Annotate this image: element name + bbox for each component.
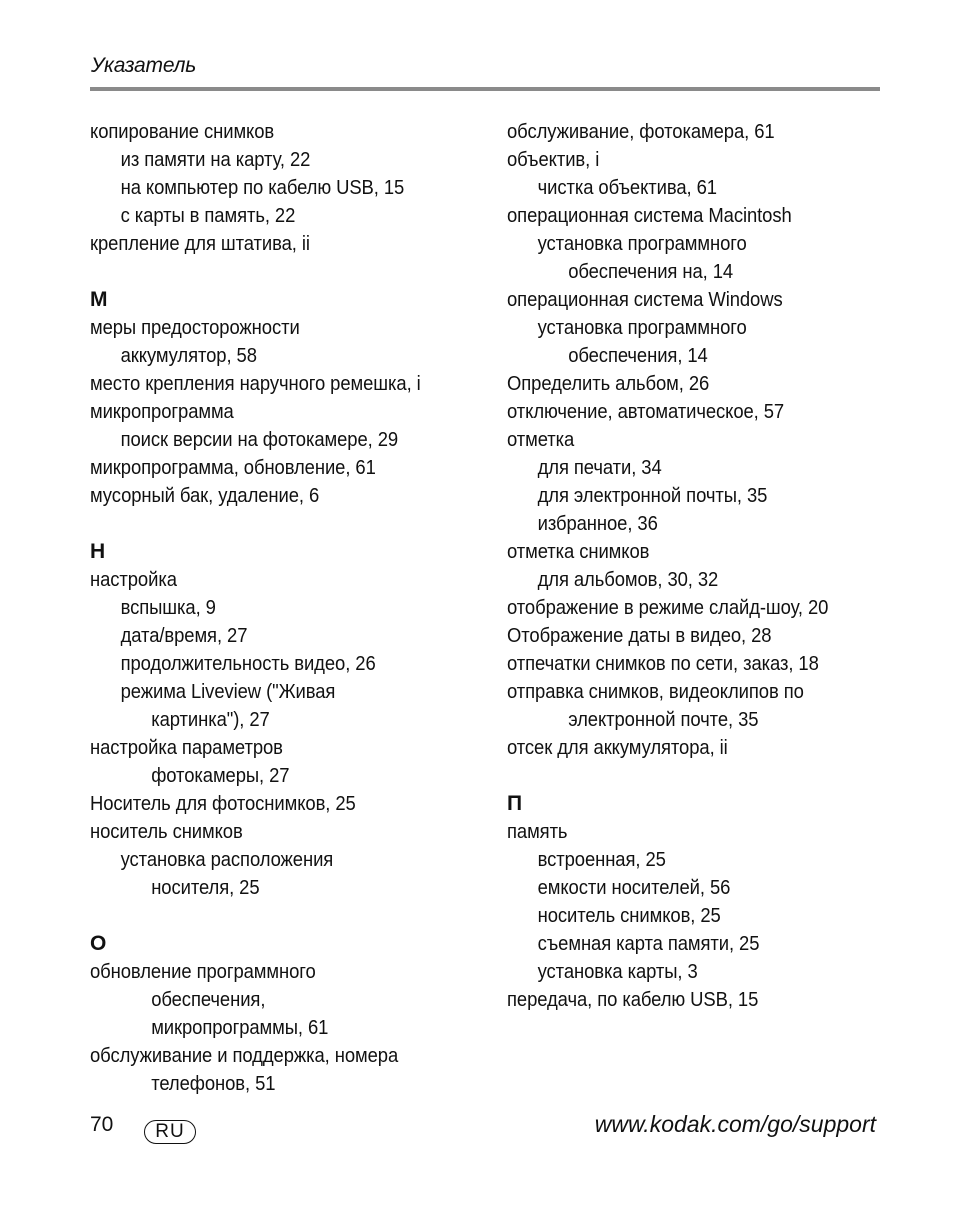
index-subentry: для альбомов, 30, 32 [537,568,719,591]
index-subentry: установка программного [537,232,747,255]
index-entry: отображение в режиме слайд-шоу, 20 [507,596,829,619]
index-section-letter: Н [90,540,106,563]
index-entry: отсек для аккумулятора, ii [507,736,728,759]
index-subentry: электронной почте, 35 [568,708,759,731]
index-entry: настройка параметров [90,736,283,759]
page-header-title: Указатель [91,54,197,77]
index-subentry: обеспечения, [151,988,266,1011]
header-divider [90,87,880,91]
index-entry: место крепления наручного ремешка, i [90,372,421,395]
index-entry: отпечатки снимков по сети, заказ, 18 [507,652,819,675]
index-entry: объектив, i [507,148,600,171]
index-subentry: фотокамеры, 27 [151,764,290,787]
index-subentry: носитель снимков, 25 [537,904,721,927]
index-subentry: дата/время, 27 [120,624,248,647]
index-entry: память [507,820,568,843]
index-entry: мусорный бак, удаление, 6 [90,484,320,507]
index-entry: отметка снимков [507,540,650,563]
index-subentry: обеспечения на, 14 [568,260,734,283]
index-subentry: носителя, 25 [151,876,260,899]
index-subentry: вспышка, 9 [120,596,216,619]
index-entry: обслуживание, фотокамера, 61 [507,120,775,143]
index-subentry: встроенная, 25 [537,848,666,871]
index-entry: отключение, автоматическое, 57 [507,400,785,423]
index-entry: крепление для штатива, ii [90,232,310,255]
index-entry: настройка [90,568,177,591]
index-subentry: установка расположения [120,848,334,871]
index-subentry: аккумулятор, 58 [120,344,257,367]
index-subentry: для электронной почты, 35 [537,484,768,507]
index-subentry: продолжительность видео, 26 [120,652,376,675]
index-subentry: микропрограммы, 61 [151,1016,329,1039]
index-entry: отметка [507,428,575,451]
index-entry: копирование снимков [90,120,275,143]
index-subentry: емкости носителей, 56 [537,876,731,899]
index-entry: микропрограмма [90,400,234,423]
index-entry: передача, по кабелю USB, 15 [507,988,759,1011]
index-subentry: с карты в память, 22 [120,204,296,227]
index-subentry: на компьютер по кабелю USB, 15 [120,176,405,199]
index-entry: операционная система Windows [507,288,783,311]
index-subentry: установка программного [537,316,747,339]
index-subentry: для печати, 34 [537,456,662,479]
index-subentry: картинка"), 27 [151,708,270,731]
index-entry: отправка снимков, видеоклипов по [507,680,804,703]
index-subentry: поиск версии на фотокамере, 29 [120,428,399,451]
support-url: www.kodak.com/go/support [594,1111,876,1137]
index-entry: Отображение даты в видео, 28 [507,624,772,647]
page-number: 70 [90,1113,114,1136]
index-entry: меры предосторожности [90,316,300,339]
index-column-right [507,118,907,1014]
index-entry: носитель снимков [90,820,243,843]
index-entry: Носитель для фотоснимков, 25 [90,792,356,815]
index-subentry: обеспечения, 14 [568,344,708,367]
index-entry: обновление программного [90,960,316,983]
index-entry: Определить альбом, 26 [507,372,710,395]
index-subentry: избранное, 36 [537,512,658,535]
index-entry: операционная система Macintosh [507,204,792,227]
language-badge: RU [144,1120,196,1144]
index-subentry: чистка объектива, 61 [537,176,717,199]
index-subentry: телефонов, 51 [151,1072,276,1095]
index-section-letter: М [90,288,108,311]
index-subentry: из памяти на карту, 22 [120,148,311,171]
index-subentry: установка карты, 3 [537,960,698,983]
index-section-letter: О [90,932,107,955]
index-subentry: съемная карта памяти, 25 [537,932,760,955]
index-column-left [90,118,490,1098]
index-subentry: режима Liveview ("Живая [120,680,336,703]
index-entry: обслуживание и поддержка, номера [90,1044,399,1067]
index-entry: микропрограмма, обновление, 61 [90,456,376,479]
index-section-letter: П [507,792,523,815]
